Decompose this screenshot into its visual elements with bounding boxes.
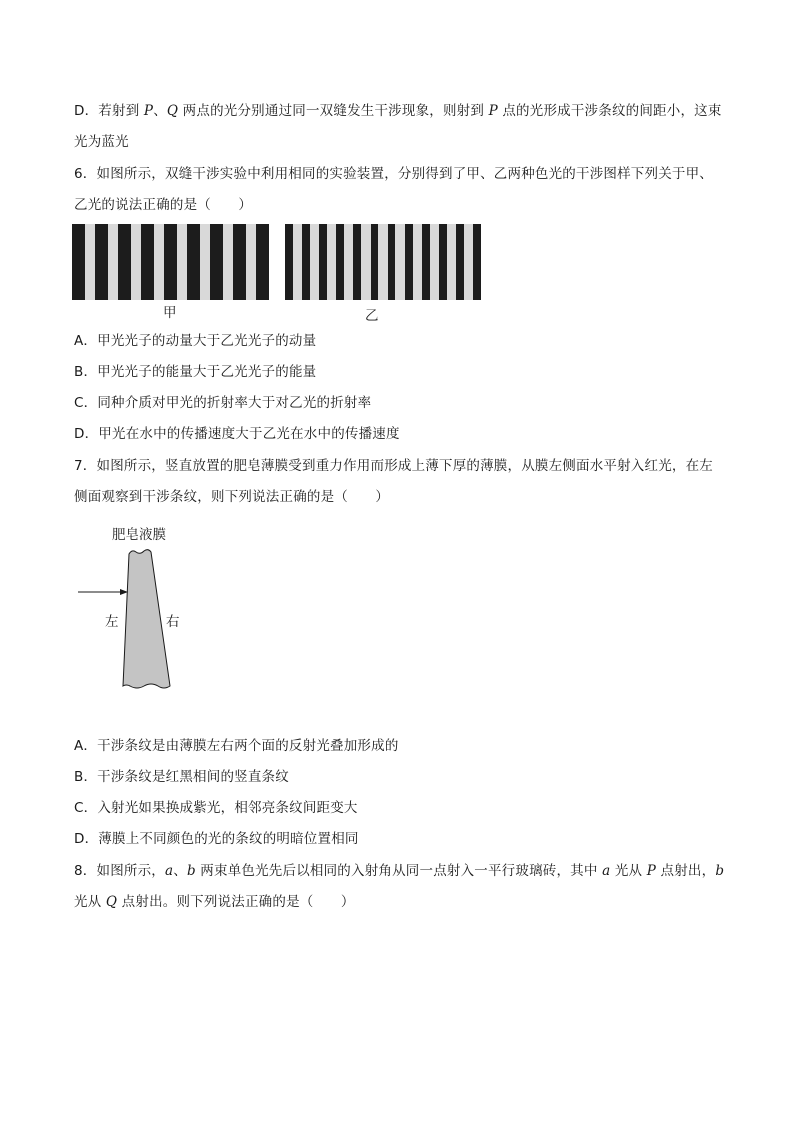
fig-title-soap-film: 肥皂液膜 xyxy=(112,527,166,543)
fig-label-yi: 乙 xyxy=(365,308,379,324)
fringe-dark-bar xyxy=(256,224,269,300)
var-a: a xyxy=(165,863,174,879)
var-p: P xyxy=(488,103,498,119)
fringe-dark-bar xyxy=(456,224,464,300)
fringe-dark-bar xyxy=(422,224,430,300)
text: 、 xyxy=(173,863,187,879)
text: 点射出。则下列说法正确的是（ ） xyxy=(117,894,355,910)
fringe-dark-bar xyxy=(285,224,293,300)
text: 两点的光分别通过同一双缝发生干涉现象，则射到 xyxy=(178,103,489,119)
soap-film-shape xyxy=(123,550,170,688)
fringe-dark-bar xyxy=(302,224,310,300)
fig-label-left: 左 xyxy=(105,614,119,630)
fringe-dark-bar xyxy=(233,224,246,300)
fringe-dark-bar xyxy=(439,224,447,300)
fringe-dark-bar xyxy=(72,224,85,300)
q5-option-d-line1 xyxy=(74,101,722,121)
q6-stem-line1: 6．如图所示，双缝干涉实验中利用相同的实验装置，分别得到了甲、乙两种色光的干涉图样下列关于甲、 xyxy=(74,166,713,182)
fringe-dark-bar xyxy=(371,224,379,300)
text: 光从 xyxy=(74,894,106,910)
var-p: P xyxy=(646,863,657,879)
var-b: b xyxy=(186,863,196,879)
q7-option-a: A．干涉条纹是由薄膜左右两个面的反射光叠加形成的 xyxy=(74,738,399,754)
fringe-dark-bar xyxy=(353,224,361,300)
soap-film-figure xyxy=(70,518,210,698)
q6-option-c: C．同种介质对甲光的折射率大于对乙光的折射率 xyxy=(74,395,372,411)
q5-option-d-line2: 光为蓝光 xyxy=(74,134,129,150)
q7-option-b: B．干涉条纹是红黑相间的竖直条纹 xyxy=(74,769,289,785)
q6-option-a: A．甲光光子的动量大于乙光光子的动量 xyxy=(74,333,317,349)
text: 、 xyxy=(153,103,167,119)
var-q: Q xyxy=(105,894,118,910)
fringe-dark-bar xyxy=(210,224,223,300)
fringe-dark-bar xyxy=(164,224,177,300)
q8-stem-line2 xyxy=(74,892,355,912)
fringe-dark-bar xyxy=(319,224,327,300)
fringe-dark-bar xyxy=(473,224,481,300)
text: D．若射到 xyxy=(74,103,144,119)
fig-label-jia: 甲 xyxy=(163,305,177,321)
fringe-dark-bar xyxy=(187,224,200,300)
text: 8．如图所示， xyxy=(74,863,165,879)
var-p: P xyxy=(143,103,154,119)
fig-label-right: 右 xyxy=(166,614,180,630)
text: 两束单色光先后以相同的入射角从同一点射入一平行玻璃砖，其中 xyxy=(195,863,603,879)
fringe-pattern-jia xyxy=(72,224,269,300)
var-a: a xyxy=(602,863,611,879)
text: 光从 xyxy=(610,863,647,879)
q6-option-d: D．甲光在水中的传播速度大于乙光在水中的传播速度 xyxy=(74,426,400,442)
q7-stem-line2: 侧面观察到干涉条纹，则下列说法正确的是（ ） xyxy=(74,489,390,505)
q7-option-c: C．入射光如果换成紫光，相邻亮条纹间距变大 xyxy=(74,800,358,816)
fringe-pattern-yi xyxy=(285,224,481,300)
q6-stem-line2: 乙光的说法正确的是（ ） xyxy=(74,197,253,213)
q6-option-b: B．甲光光子的能量大于乙光光子的能量 xyxy=(74,364,317,380)
text: 点射出， xyxy=(656,863,716,879)
q7-option-d: D．薄膜上不同颜色的光的条纹的明暗位置相同 xyxy=(74,831,359,847)
var-b: b xyxy=(715,863,725,879)
q7-stem-line1: 7．如图所示，竖直放置的肥皂薄膜受到重力作用而形成上薄下厚的薄膜，从膜左侧面水平射入红光，在左 xyxy=(74,458,713,474)
fringe-dark-bar xyxy=(388,224,396,300)
fringe-dark-bar xyxy=(141,224,154,300)
var-q: Q xyxy=(166,103,179,119)
q8-stem-line1 xyxy=(74,861,724,881)
fringe-dark-bar xyxy=(405,224,413,300)
fringe-dark-bar xyxy=(336,224,344,300)
text: 点的光形成干涉条纹的间距小，这束 xyxy=(497,103,722,119)
fringe-dark-bar xyxy=(118,224,131,300)
fringe-dark-bar xyxy=(95,224,108,300)
